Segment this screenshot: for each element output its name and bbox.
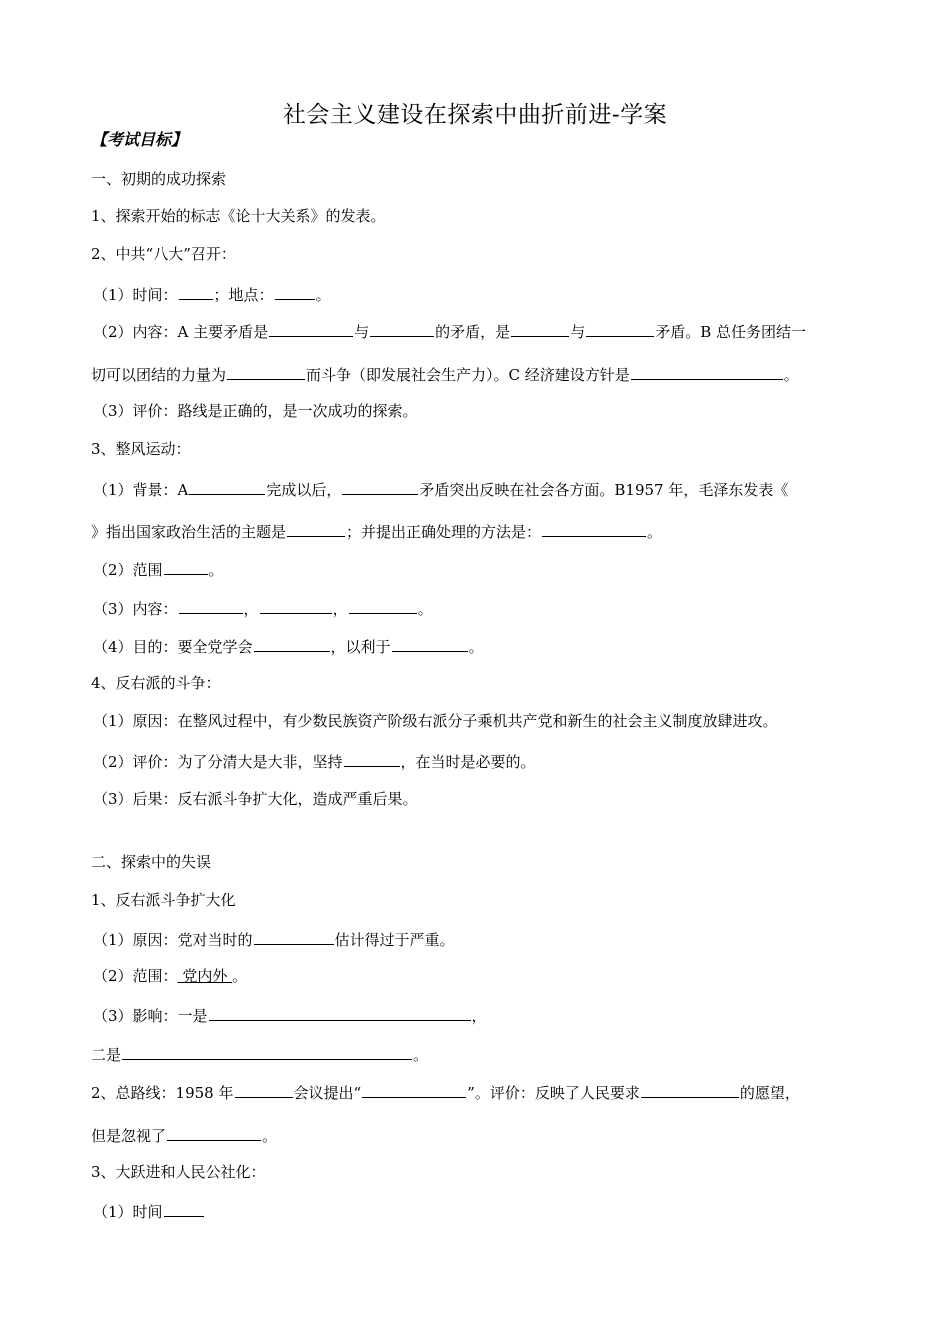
paragraph: [93, 283, 331, 305]
text: 的矛盾，是: [435, 323, 511, 341]
paragraph: （3）后果：反右派斗争扩大化，造成严重后果。: [93, 790, 418, 808]
text: （2）评价：为了分清大是大非，坚持: [93, 753, 343, 771]
paragraph: 2、中共“八大”召开：: [91, 245, 236, 263]
fill-blank[interactable]: [342, 478, 418, 495]
text: 的愿望，: [739, 1084, 800, 1102]
fill-blank[interactable]: [349, 597, 417, 614]
text: 而斗争（即发展社会生产力）。C 经济建设方针是: [306, 366, 630, 384]
text: （1）原因：党对当时的: [93, 931, 253, 949]
text: 估计得过于严重。: [334, 931, 455, 949]
text: 完成以后，: [266, 481, 342, 499]
paragraph: 1、反右派斗争扩大化: [91, 891, 236, 909]
fill-blank[interactable]: [269, 320, 353, 337]
text: 。: [413, 1046, 429, 1064]
text: 。: [232, 967, 248, 985]
paragraph: [93, 320, 806, 342]
paragraph: [93, 1004, 487, 1026]
text: 矛盾。B 总任务团结一: [655, 323, 806, 341]
fill-blank[interactable]: [362, 1081, 466, 1098]
paragraph: [93, 750, 536, 772]
paragraph: （3）评价：路线是正确的，是一次成功的探索。: [93, 402, 418, 420]
text: （3）影响：一是: [93, 1007, 208, 1025]
text: （1）时间：: [93, 286, 178, 304]
paragraph: [93, 635, 484, 657]
text: （2）内容：A 主要矛盾是: [93, 323, 269, 341]
paragraph: [93, 966, 247, 986]
text: ”。评价：反映了人民要求: [467, 1084, 640, 1102]
fill-blank[interactable]: [631, 363, 783, 380]
text: （4）目的：要全党学会: [93, 638, 253, 656]
text: （2）范围: [93, 561, 163, 579]
fill-blank[interactable]: [287, 520, 345, 537]
text: 。: [417, 600, 433, 618]
text: 与: [570, 323, 586, 341]
text: ，以利于: [330, 638, 391, 656]
text: ，: [243, 600, 259, 618]
fill-blank[interactable]: [542, 520, 646, 537]
text: （1）时间: [93, 1203, 163, 1221]
text: ，在当时是必要的。: [400, 753, 536, 771]
text: 。: [262, 1127, 278, 1145]
text: 。: [315, 286, 331, 304]
fill-blank[interactable]: [392, 635, 468, 652]
text: 矛盾突出反映在社会各方面。B1957 年，毛泽东发表《: [419, 481, 789, 499]
fill-blank[interactable]: [189, 478, 265, 495]
text: 切可以团结的力量为: [91, 366, 227, 384]
paragraph: [91, 1081, 800, 1103]
fill-blank[interactable]: [370, 320, 434, 337]
paragraph: [91, 363, 799, 385]
text: （2）范围：: [93, 967, 178, 985]
text: 。: [468, 638, 484, 656]
text: 2、总路线：1958 年: [91, 1084, 234, 1102]
fill-blank[interactable]: [122, 1043, 412, 1060]
fill-blank[interactable]: [179, 283, 213, 300]
paragraph: [91, 1043, 428, 1065]
paragraph: [93, 558, 224, 580]
paragraph: 1、探索开始的标志《论十大关系》的发表。: [91, 207, 386, 225]
fill-blank[interactable]: [641, 1081, 739, 1098]
fill-blank[interactable]: [586, 320, 654, 337]
section-heading-1: 一、初期的成功探索: [91, 170, 227, 188]
text: 与: [354, 323, 370, 341]
paragraph: 3、整风运动：: [91, 440, 191, 458]
fill-blank[interactable]: [511, 320, 569, 337]
fill-blank[interactable]: [235, 1081, 293, 1098]
fill-blank[interactable]: [254, 635, 330, 652]
text: （1）背景：A: [93, 481, 189, 499]
filled-answer: 党内外: [177, 967, 233, 985]
paragraph: [93, 928, 455, 950]
fill-blank[interactable]: [260, 597, 332, 614]
fill-blank[interactable]: [254, 928, 334, 945]
fill-blank[interactable]: [344, 750, 400, 767]
paragraph: [91, 1124, 277, 1146]
fill-blank[interactable]: [179, 597, 243, 614]
paragraph: 4、反右派的斗争：: [91, 674, 221, 692]
text: 。: [208, 561, 224, 579]
paragraph: （1）原因：在整风过程中，有少数民族资产阶级右派分子乘机共产党和新生的社会主义制度放肆进攻。: [93, 712, 778, 730]
fill-blank[interactable]: [275, 283, 315, 300]
text: 会议提出“: [293, 1084, 362, 1102]
text: ，: [332, 600, 348, 618]
text: （3）内容：: [93, 600, 178, 618]
paragraph: [93, 597, 433, 619]
paragraph: [93, 1200, 205, 1222]
paragraph: 3、大跃进和人民公社化：: [91, 1163, 266, 1181]
fill-blank[interactable]: [227, 363, 305, 380]
section-heading-2: 二、探索中的失误: [91, 853, 212, 871]
paragraph: [93, 478, 788, 500]
text: 二是: [91, 1046, 122, 1064]
fill-blank[interactable]: [209, 1004, 471, 1021]
text: ；并提出正确处理的方法是：: [346, 523, 542, 541]
text: 》指出国家政治生活的主题是: [91, 523, 287, 541]
exam-goal-heading: 【考试目标】: [91, 130, 188, 149]
paragraph: [91, 520, 662, 542]
text: ；地点：: [213, 286, 274, 304]
text: 但是忽视了: [91, 1127, 167, 1145]
text: 。: [783, 366, 799, 384]
text: ，: [471, 1007, 487, 1025]
fill-blank[interactable]: [164, 558, 208, 575]
fill-blank[interactable]: [164, 1200, 204, 1217]
page-title: 社会主义建设在探索中曲折前进-学案: [282, 102, 668, 128]
fill-blank[interactable]: [167, 1124, 261, 1141]
text: 。: [647, 523, 663, 541]
